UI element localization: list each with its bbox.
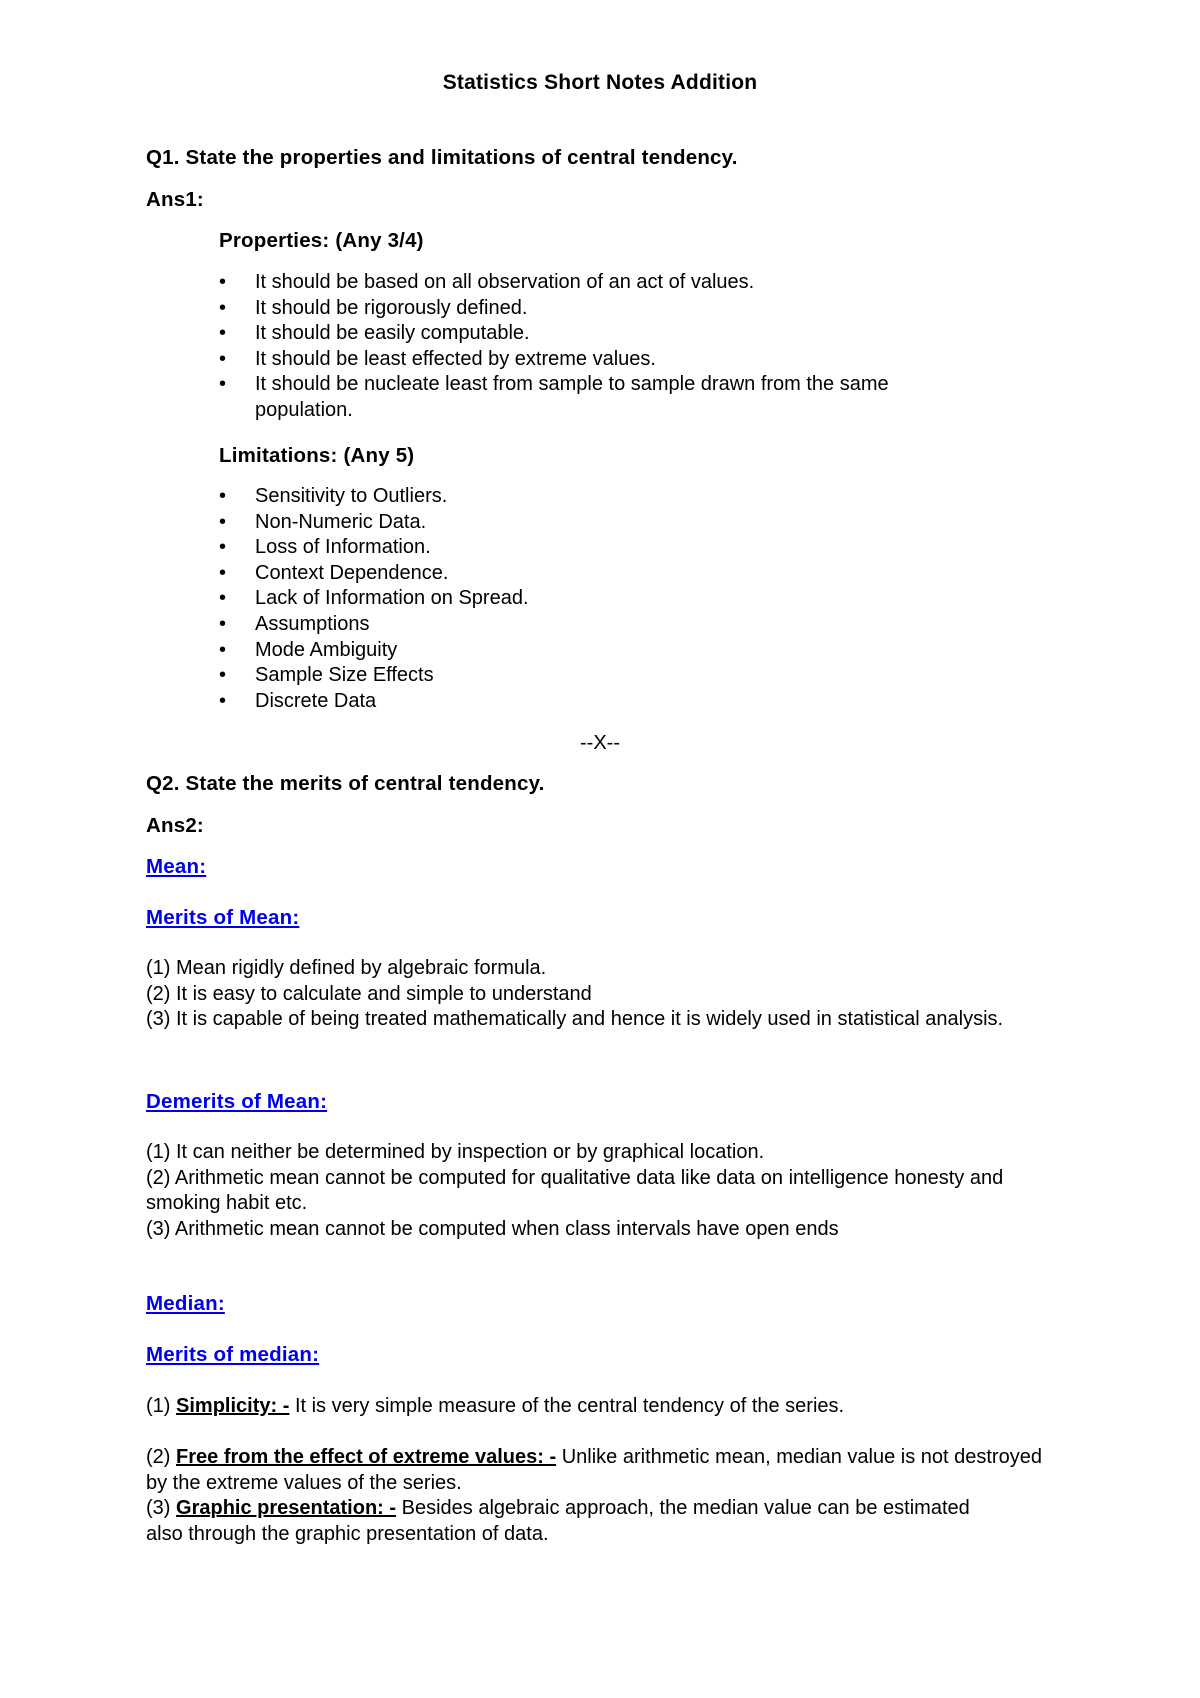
simplicity-term: Simplicity: - (176, 1395, 290, 1417)
bullet-icon: • (219, 638, 227, 661)
list-item: • Sensitivity to Outliers. (219, 484, 999, 510)
list-item: • Lack of Information on Spread. (219, 586, 999, 612)
demerits-of-mean-heading[interactable]: Demerits of Mean: (146, 1090, 328, 1113)
bullet-icon: • (219, 664, 227, 687)
list-item: • It should be based on all observation of an act of values. (219, 270, 999, 296)
merits-of-mean-heading[interactable]: Merits of Mean: (146, 906, 300, 929)
section-separator: --X-- (580, 732, 620, 754)
list-item: • Sample Size Effects (219, 663, 999, 689)
q1-answer-label: Ans1: (146, 188, 204, 211)
properties-heading: Properties: (Any 3/4) (219, 229, 424, 252)
bullet-icon: • (219, 271, 227, 293)
list-item: (3) It is capable of being treated mathematically and hence it is widely used in statistical analysis. (146, 1008, 1004, 1031)
limitations-list (219, 484, 999, 714)
bullet-icon: • (219, 347, 227, 370)
graphic-presentation-term: Graphic presentation: - (176, 1497, 397, 1519)
bullet-icon: • (219, 689, 227, 712)
merits-of-median-item-2: (2) Free from the effect of extreme values: - Unlike arithmetic mean, median value is not destroyed by the extreme values of the series. (146, 1446, 1042, 1494)
list-item: • Context Dependence. (219, 561, 999, 587)
q2-question: Q2. State the merits of central tendency. (146, 772, 545, 795)
bullet-icon: • (219, 485, 227, 507)
bullet-icon: • (219, 536, 227, 559)
bullet-icon: • (219, 373, 227, 396)
bullet-icon: • (219, 587, 227, 610)
list-item: • It should be least effected by extreme values. (219, 347, 999, 373)
demerits-of-mean-text (146, 1140, 1076, 1242)
merits-of-median-heading[interactable]: Merits of median: (146, 1343, 320, 1366)
list-item: • Loss of Information. (219, 535, 999, 561)
list-item: • Assumptions (219, 612, 999, 638)
merits-of-median-item-1: (1) Simplicity: - It is very simple measure of the central tendency of the series. (146, 1395, 845, 1417)
list-item: (3) Arithmetic mean cannot be computed when class intervals have open ends (146, 1217, 839, 1240)
bullet-icon: • (219, 510, 227, 533)
list-item: (1) Mean rigidly defined by algebraic formula. (146, 957, 547, 979)
q1-question: Q1. State the properties and limitations of central tendency. (146, 146, 738, 169)
list-item: • It should be nucleate least from sample to sample drawn from the same population. (219, 373, 889, 421)
list-item: (1) It can neither be determined by inspection or by graphical location. (146, 1141, 765, 1163)
median-heading[interactable]: Median: (146, 1292, 225, 1315)
list-item: (2) Arithmetic mean cannot be computed for qualitative data like data on intelligence honesty and smoking habit etc. (146, 1166, 1004, 1215)
list-item: (2) It is easy to calculate and simple to understand (146, 982, 592, 1005)
list-item: • It should be easily computable. (219, 321, 999, 347)
properties-list (219, 270, 999, 424)
merits-of-mean-text (146, 956, 1076, 1033)
q2-answer-label: Ans2: (146, 814, 204, 837)
bullet-icon: • (219, 296, 227, 319)
merits-of-median-item-3: (3) Graphic presentation: - Besides algebraic approach, the median value can be estimated also through the graphic presentation of data. (146, 1497, 970, 1545)
bullet-icon: • (219, 561, 227, 584)
extreme-values-term: Free from the effect of extreme values: - (176, 1446, 557, 1468)
list-item: • Discrete Data (219, 689, 999, 715)
bullet-icon: • (219, 322, 227, 345)
list-item: • Mode Ambiguity (219, 638, 999, 664)
document-title: Statistics Short Notes Addition (442, 71, 758, 94)
bullet-icon: • (219, 612, 227, 635)
list-item: • Non-Numeric Data. (219, 510, 999, 536)
limitations-heading: Limitations: (Any 5) (219, 444, 415, 467)
list-item: • It should be rigorously defined. (219, 296, 999, 322)
mean-heading[interactable]: Mean: (146, 855, 207, 878)
